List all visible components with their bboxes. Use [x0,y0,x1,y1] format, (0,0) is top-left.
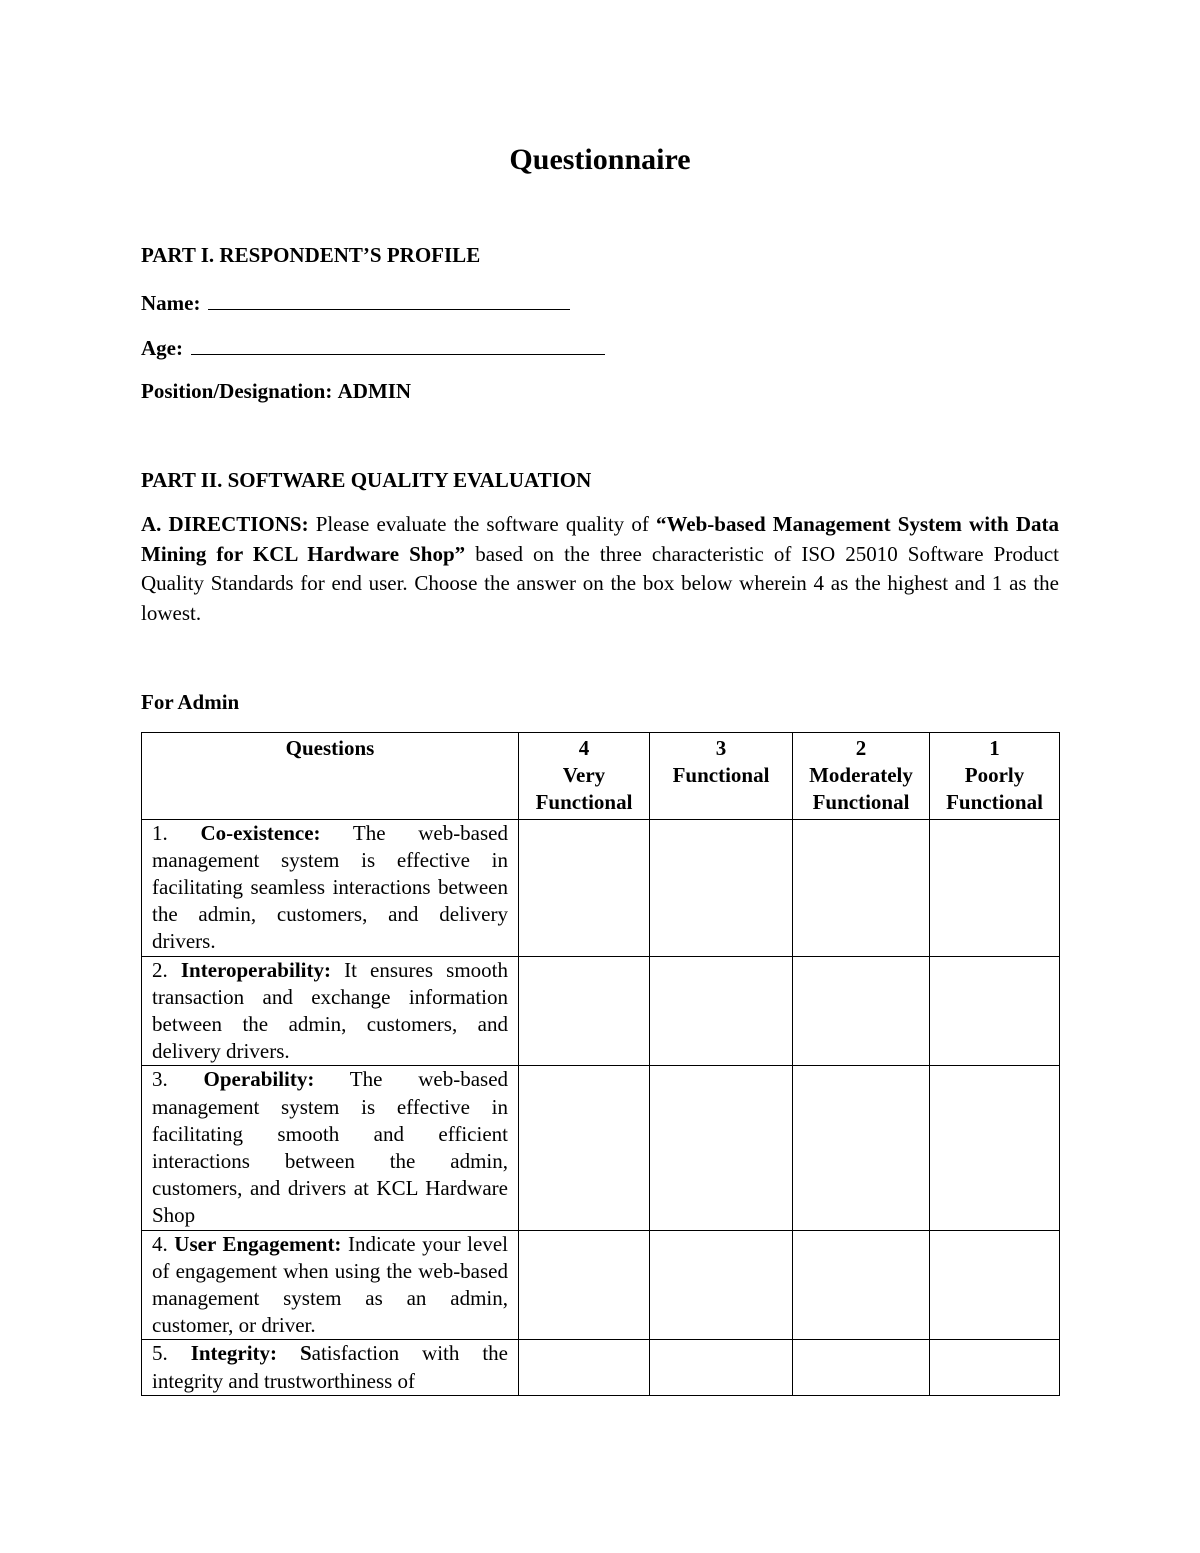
rating-cell-2[interactable] [793,1230,930,1340]
header-questions: Questions [142,733,519,820]
position-value: ADMIN [337,379,412,403]
rating-cell-4[interactable] [519,819,650,956]
age-input-line[interactable] [191,332,605,355]
question-cell: 2. Interoperability: It ensures smooth transaction and exchange information between the admin, customers, and delivery drivers. [142,956,519,1066]
rating-cell-1[interactable] [930,956,1060,1066]
question-cell: 4. User Engagement: Indicate your level of engagement when using the web-based management system as an admin, customer, or driver. [142,1230,519,1340]
part2-heading: PART II. SOFTWARE QUALITY EVALUATION [141,468,592,492]
table-row [142,956,1060,1066]
rating-cell-2[interactable] [793,819,930,956]
rating-cell-3[interactable] [650,1066,793,1230]
rating-cell-1[interactable] [930,1066,1060,1230]
question-cell: 1. Co-existence: The web-based management system is effective in facilitating seamless interactions between the admin, customers, and delivery drivers. [142,819,519,956]
evaluation-table [141,732,1060,1396]
rating-cell-4[interactable] [519,1230,650,1340]
position-label: Position/Designation: [141,379,333,403]
rating-cell-2[interactable] [793,956,930,1066]
rating-cell-3[interactable] [650,819,793,956]
header-rating-1: 1 Poorly Functional [930,733,1060,820]
name-field [141,287,570,317]
header-rating-4: 4 Very Functional [519,733,650,820]
rating-cell-2[interactable] [793,1066,930,1230]
rating-cell-4[interactable] [519,956,650,1066]
rating-cell-1[interactable] [930,1340,1060,1395]
name-label: Name: [141,291,201,315]
rating-cell-3[interactable] [650,956,793,1066]
header-rating-2: 2 Moderately Functional [793,733,930,820]
age-field [141,332,605,362]
directions-system-name: “Web-based Management System with Data Mining for KCL Hardware Shop” [141,512,1059,566]
name-input-line[interactable] [208,287,570,310]
position-field [141,377,411,405]
directions-paragraph [141,510,1059,628]
rating-cell-4[interactable] [519,1340,650,1395]
table-row [142,1340,1060,1395]
rating-cell-4[interactable] [519,1066,650,1230]
rating-cell-2[interactable] [793,1340,930,1395]
rating-cell-1[interactable] [930,819,1060,956]
directions-text-2: based on the three characteristic of ISO 25010 Software Product Quality Standards for end user. Choose the answer on the box below wherein 4 as the highest and 1 as the lowest. [141,541,1059,625]
table-header-row [142,733,1060,820]
rating-cell-1[interactable] [930,1230,1060,1340]
page-title: Questionnaire [509,143,691,176]
header-rating-3: 3 Functional [650,733,793,820]
age-label: Age: [141,336,183,360]
table-row [142,819,1060,956]
directions-text-1: Please evaluate the software quality of [308,512,656,536]
section-label: For Admin [141,690,240,714]
question-cell: 5. Integrity: Satisfaction with the integrity and trustworthiness of [142,1340,519,1395]
part1-heading: PART I. RESPONDENT’S PROFILE [141,243,481,267]
rating-cell-3[interactable] [650,1340,793,1395]
question-cell: 3. Operability: The web-based management system is effective in facilitating smooth and efficient interactions between the admin, customers, and drivers at KCL Hardware Shop [142,1066,519,1230]
table-row [142,1066,1060,1230]
directions-label: A. DIRECTIONS: [141,512,309,536]
rating-cell-3[interactable] [650,1230,793,1340]
table-row [142,1230,1060,1340]
